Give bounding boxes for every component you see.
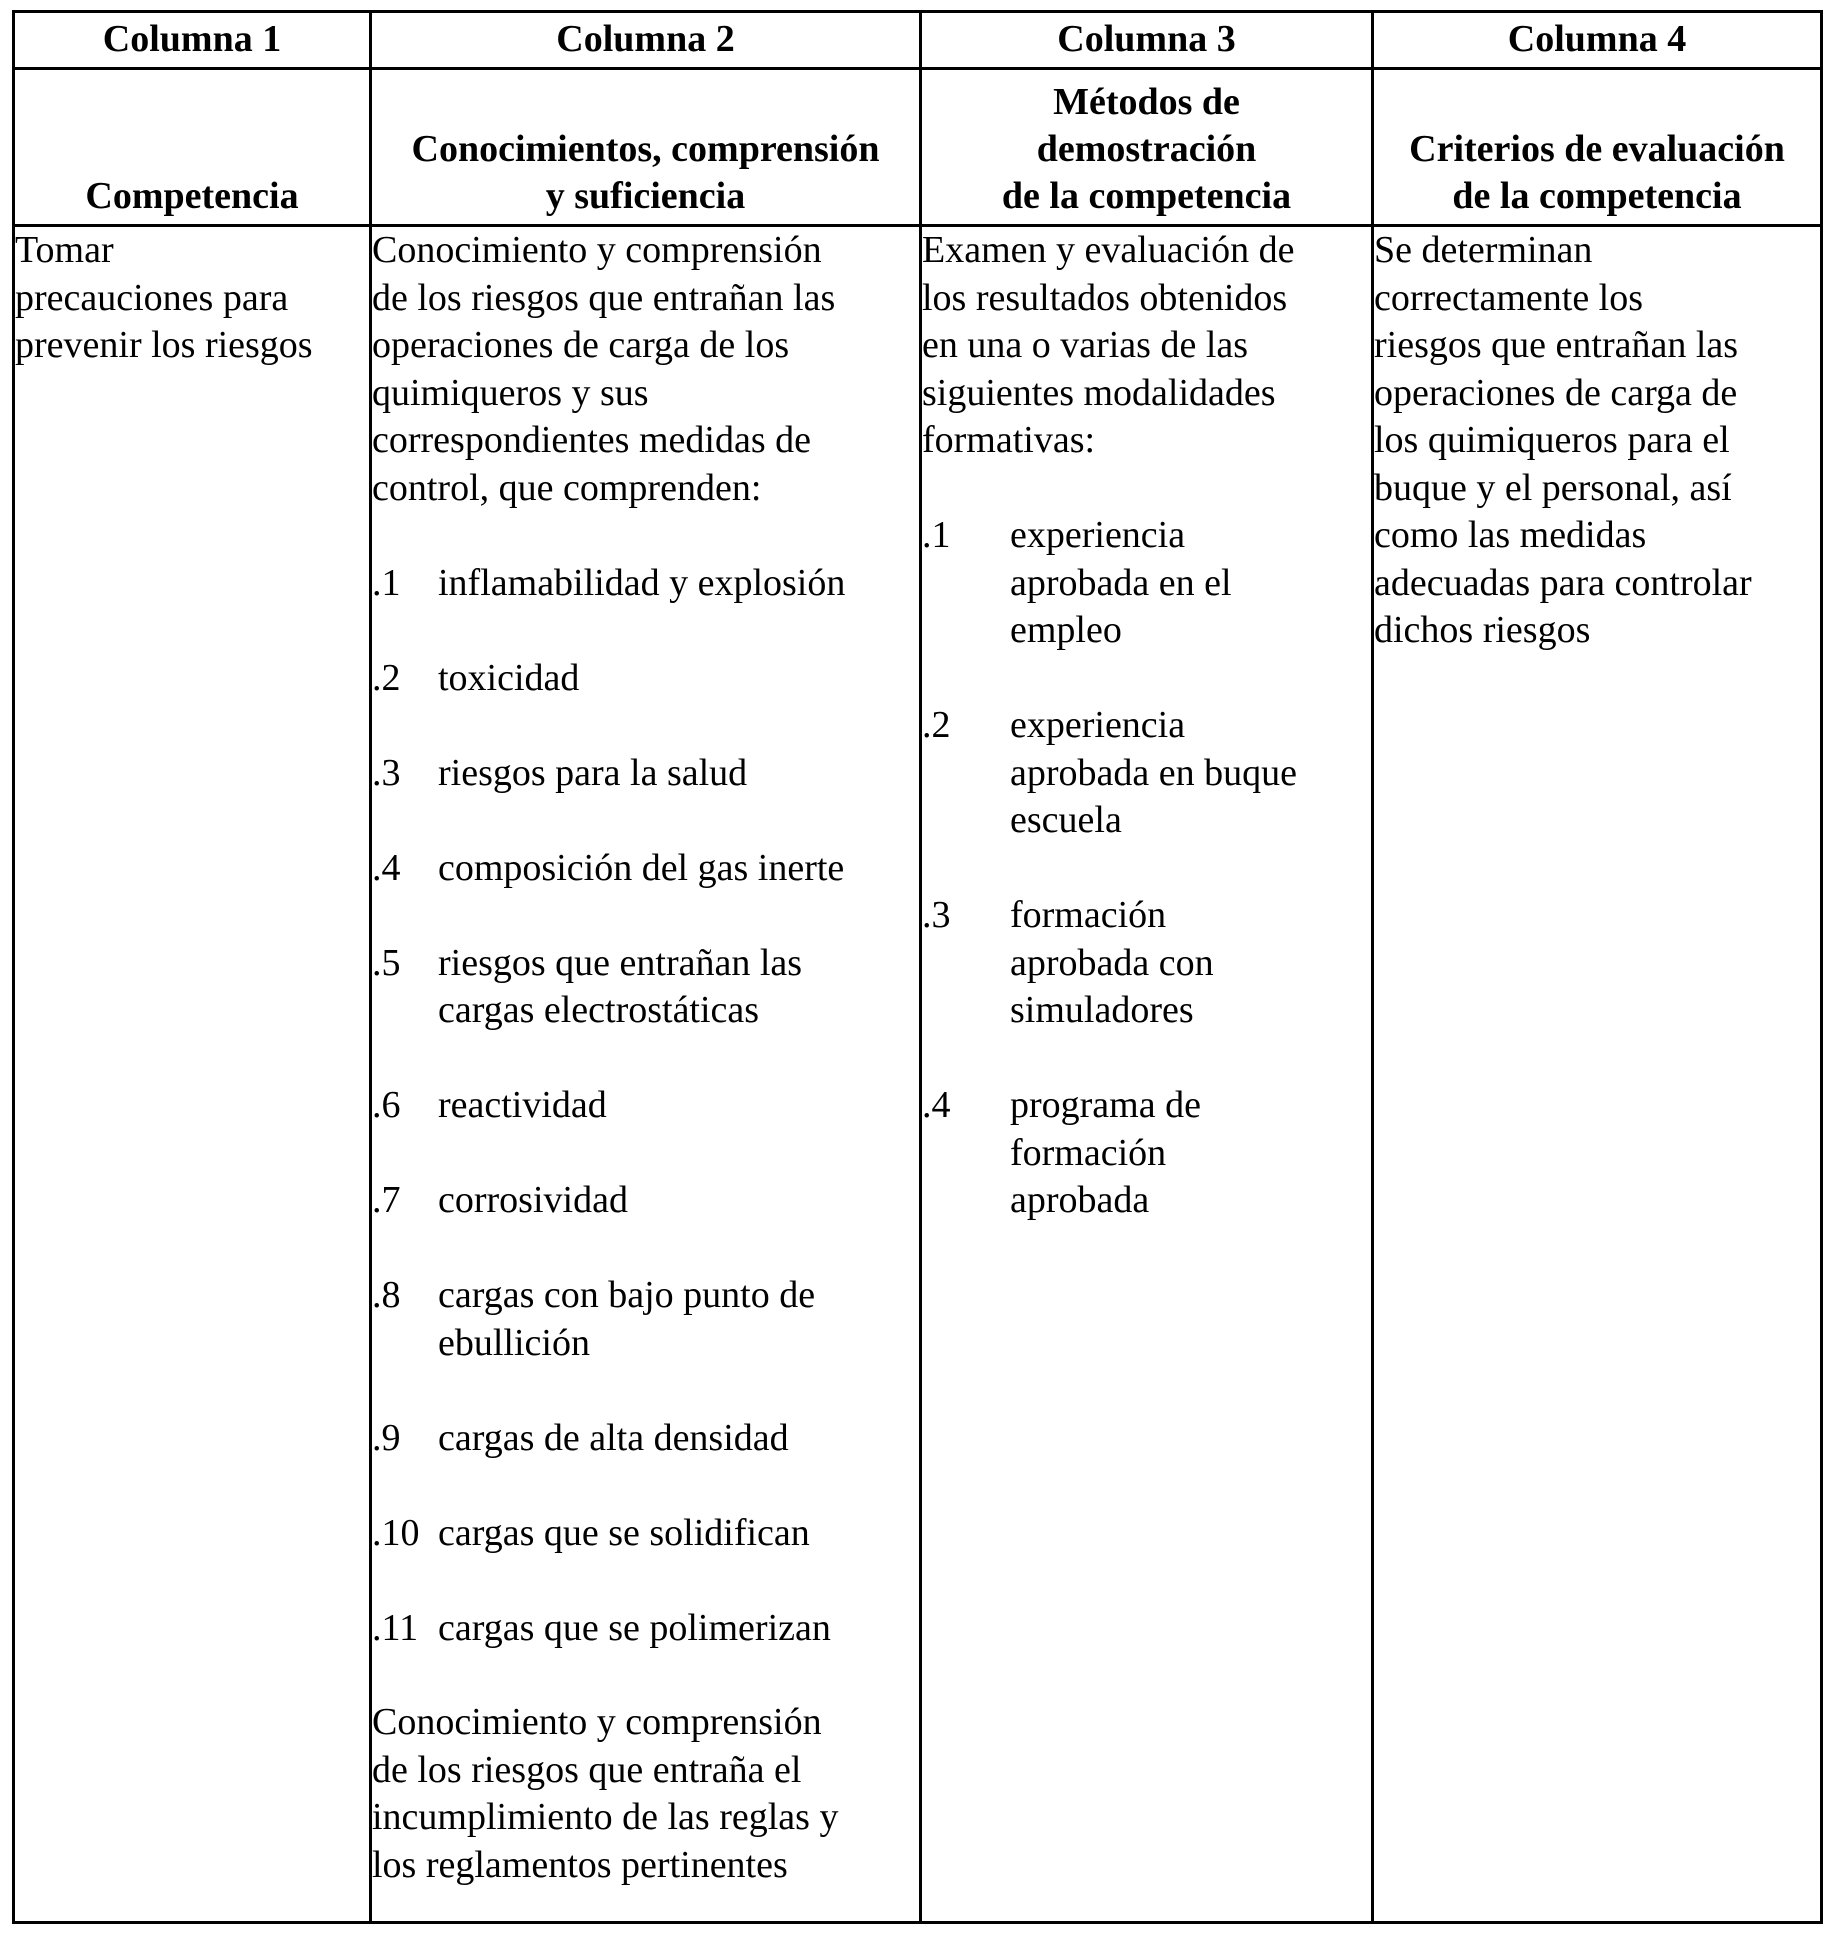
list-item — [922, 512, 1371, 655]
item-text: aprobada en el — [1010, 561, 1232, 604]
item-text: cargas que se solidifican — [438, 1511, 810, 1554]
item-text: inflamabilidad y explosión — [438, 561, 846, 604]
text-line: precauciones para — [15, 276, 289, 319]
header-line: Métodos de — [1053, 81, 1240, 123]
text-line: quimiqueros y sus — [372, 371, 649, 414]
text-line: en una o varias de las — [922, 324, 1249, 366]
item-text: aprobada — [1010, 1179, 1150, 1221]
item-text: formación — [1010, 1131, 1167, 1174]
item-number: .3 — [922, 894, 951, 936]
item-number: .1 — [372, 561, 401, 604]
column-number-3: Columna 3 — [921, 12, 1373, 69]
text-line: operaciones de carga de — [1374, 371, 1738, 414]
text-line: Conocimiento y comprensión — [372, 1701, 822, 1743]
item-text: reactividad — [438, 1084, 607, 1126]
text-line: incumplimiento de las reglas y — [372, 1796, 839, 1838]
item-text: cargas de alta densidad — [438, 1416, 789, 1459]
intro-paragraph — [922, 227, 1371, 465]
item-text: aprobada con — [1010, 941, 1214, 984]
list-item — [372, 1510, 919, 1558]
header-line: Competencia — [85, 175, 299, 217]
item-text: simuladores — [1010, 989, 1194, 1031]
item-text: corrosividad — [438, 1179, 628, 1221]
text-line: los quimiqueros para el — [1374, 419, 1730, 461]
column-header-row — [14, 69, 1822, 226]
text-line: los reglamentos pertinentes — [372, 1843, 788, 1886]
text-line: dichos riesgos — [1374, 609, 1591, 651]
text-line: buque y el personal, así — [1374, 466, 1732, 509]
item-number: .5 — [372, 941, 401, 984]
column-number-1: Columna 1 — [14, 12, 371, 69]
item-text: experiencia — [1010, 514, 1186, 556]
item-number: .2 — [922, 704, 951, 746]
conocimientos-cell — [371, 226, 921, 1923]
text-line: los resultados obtenidos — [922, 276, 1288, 319]
item-text: cargas con bajo punto de — [438, 1274, 816, 1316]
header-line: Conocimientos, comprensión — [411, 128, 880, 170]
item-number: .6 — [372, 1084, 401, 1126]
item-number: .10 — [372, 1511, 420, 1554]
list-item — [372, 940, 919, 1035]
item-number: .3 — [372, 751, 401, 794]
text-line: riesgos que entrañan las — [1374, 324, 1739, 366]
text-line: control, que comprenden: — [372, 466, 762, 509]
text-line: siguientes modalidades — [922, 371, 1276, 414]
metodos-cell — [921, 226, 1373, 1923]
text-line: de los riesgos que entrañan las — [372, 276, 836, 319]
header-line: de la competencia — [1001, 175, 1292, 217]
header-competencia — [14, 69, 371, 226]
header-line: de la competencia — [1452, 175, 1742, 217]
competence-table — [12, 10, 1823, 1924]
text-line: operaciones de carga de los — [372, 324, 790, 366]
list-item — [922, 1082, 1371, 1225]
item-text: riesgos para la salud — [438, 751, 748, 794]
header-line: demostración — [1036, 128, 1257, 170]
item-number: .4 — [922, 1084, 951, 1126]
text-line: correspondientes medidas de — [372, 419, 811, 461]
list-item — [922, 702, 1371, 845]
text-line: adecuadas para controlar — [1374, 561, 1752, 604]
list-item — [372, 1082, 919, 1130]
item-text: aprobada en buque — [1010, 751, 1297, 794]
header-line: Criterios de evaluación — [1409, 128, 1785, 170]
item-text: composición del gas inerte — [438, 846, 845, 889]
item-number: .4 — [372, 846, 401, 889]
header-metodos — [921, 69, 1373, 226]
list-item — [372, 1605, 919, 1653]
text-line: como las medidas — [1374, 514, 1647, 556]
content-row — [14, 226, 1822, 1923]
column-number-row — [14, 12, 1822, 69]
list-item — [372, 1272, 919, 1367]
list-item — [372, 655, 919, 703]
text-line: de los riesgos que entraña el — [372, 1748, 802, 1791]
item-number: .9 — [372, 1416, 401, 1459]
competencia-cell — [14, 226, 371, 1923]
header-criterios — [1373, 69, 1822, 226]
item-text: cargas que se polimerizan — [438, 1606, 831, 1649]
text-line: Se determinan — [1374, 229, 1593, 271]
closing-paragraph — [372, 1699, 919, 1889]
list-item — [372, 845, 919, 893]
item-text: riesgos que entrañan las — [438, 941, 803, 984]
criterios-cell — [1373, 226, 1822, 1923]
item-text: toxicidad — [438, 656, 580, 699]
list-item — [372, 1177, 919, 1225]
item-text: cargas electrostáticas — [438, 989, 760, 1031]
column-number-4: Columna 4 — [1373, 12, 1822, 69]
item-text: ebullición — [438, 1321, 590, 1364]
text-line: prevenir los riesgos — [15, 324, 313, 366]
item-text: programa de — [1010, 1084, 1201, 1126]
item-text: escuela — [1010, 799, 1122, 841]
text-line: formativas: — [922, 419, 1096, 461]
list-item — [372, 560, 919, 608]
item-text: empleo — [1010, 609, 1122, 651]
item-number: .7 — [372, 1179, 401, 1221]
text-line: Conocimiento y comprensión — [372, 229, 822, 271]
header-conocimientos — [371, 69, 921, 226]
column-number-2: Columna 2 — [371, 12, 921, 69]
list-item — [372, 1415, 919, 1463]
list-item — [922, 892, 1371, 1035]
item-number: .2 — [372, 656, 401, 699]
item-number: .1 — [922, 514, 951, 556]
intro-paragraph — [372, 227, 919, 512]
item-number: .8 — [372, 1274, 401, 1316]
text-line: correctamente los — [1374, 276, 1644, 319]
text-line: Tomar — [15, 229, 114, 271]
text-line: Examen y evaluación de — [922, 229, 1295, 271]
item-number: .11 — [372, 1606, 419, 1649]
item-text: experiencia — [1010, 704, 1186, 746]
item-text: formación — [1010, 894, 1167, 936]
header-line: y suficiencia — [545, 175, 746, 217]
list-item — [372, 750, 919, 798]
